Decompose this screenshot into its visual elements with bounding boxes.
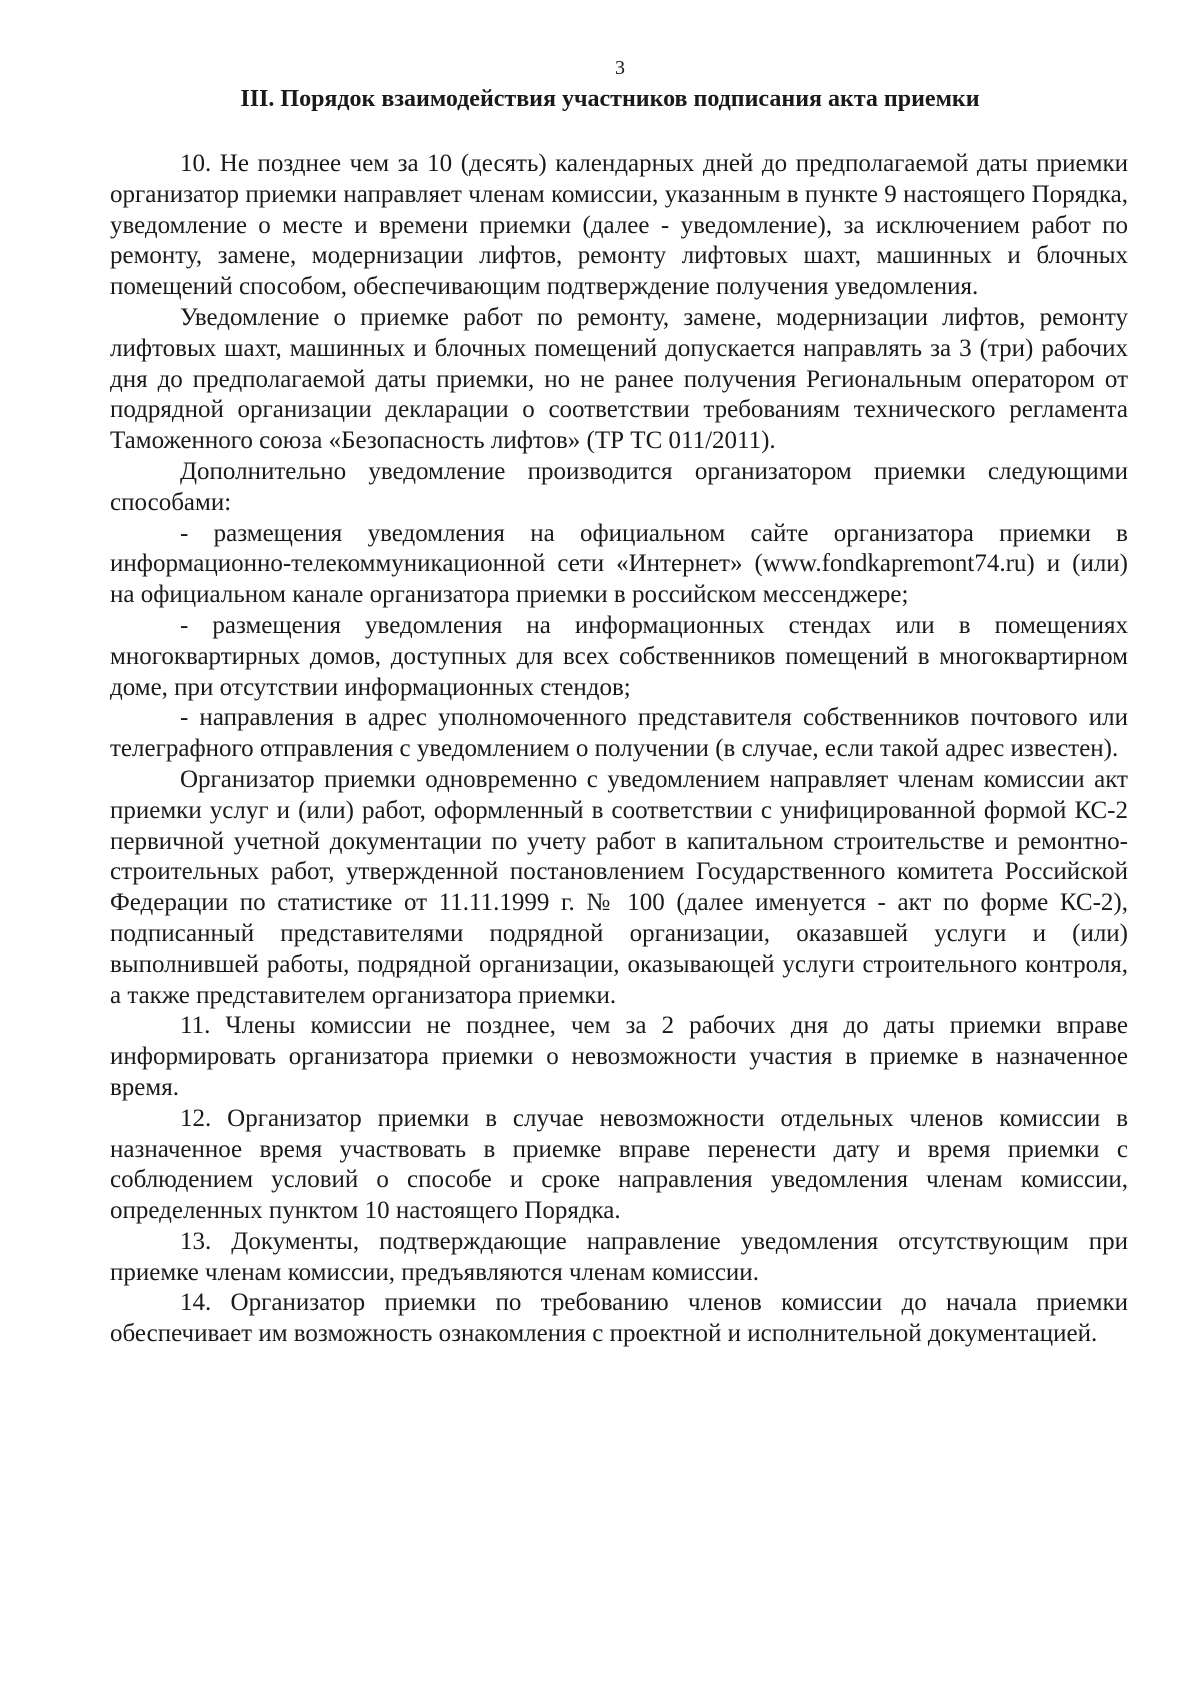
paragraph-12: 12. Организатор приемки в случае невозможности отдельных членов комиссии в назначенное время участвовать в приемке вправе перенести дату и время приемки с соблюдением условий о способе и сроке направления уведомления членам комиссии, определенных пунктом 10 настоящего Порядка. (110, 1104, 1128, 1225)
page-number: 3 (615, 57, 625, 79)
paragraph-ks2-act: Организатор приемки одновременно с уведомлением направляет членам комиссии акт приемки услуг и (или) работ, оформленный в соответствии с унифицированной формой КС-2 первичной учетной документации по учету работ в капитальном строительстве и ремонтно-строительных работ, утвержденной постановлением Государственного комитета Российской Федерации по статистике от 11.11.1999 г. № 100 (далее именуется - акт по форме КС-2), подписанный представителями подрядной организации, оказавшей услуги и (или) выполнившей работы, подрядной организации, оказывающей услуги строительного контроля, а также представителем организатора приемки. (110, 765, 1128, 1009)
paragraph-11: 11. Члены комиссии не позднее, чем за 2 рабочих дня до даты приемки вправе информировать организатора приемки о невозможности участия в приемке в назначенное время. (110, 1012, 1128, 1101)
paragraph-additional-methods: Дополнительно уведомление производится организатором приемки следующими способами: (110, 457, 1128, 516)
paragraph-14: 14. Организатор приемки по требованию членов комиссии до начала приемки обеспечивает им возможность ознакомления с проектной и исполнительной документацией. (110, 1289, 1128, 1348)
section-title: III. Порядок взаимодействия участников подписания акта приемки (240, 86, 980, 112)
paragraph-10: 10. Не позднее чем за 10 (десять) календарных дней до предполагаемой даты приемки организатор приемки направляет членам комиссии, указанным в пункте 9 настоящего Порядка, уведомление о месте и времени приемки (далее - уведомление), за исключением работ по ремонту, замене, модернизации лифтов, ремонту лифтовых шахт, машинных и блочных помещений способом, обеспечивающим подтверждение получения уведомления. (110, 150, 1128, 301)
paragraph-13: 13. Документы, подтверждающие направление уведомления отсутствующим при приемке членам комиссии, предъявляются членам комиссии. (110, 1227, 1128, 1286)
document-body (110, 149, 1128, 1350)
list-item-mail: - направления в адрес уполномоченного представителя собственников почтового или телеграфного отправления с уведомлением о получении (в случае, если такой адрес известен). (110, 704, 1128, 763)
paragraph-notice-elevators: Уведомление о приемке работ по ремонту, замене, модернизации лифтов, ремонту лифтовых шахт, машинных и блочных помещений допускается направлять за 3 (три) рабочих дня до предполагаемой даты приемки, но не ранее получения Региональным оператором от подрядной организации декларации о соответствии требованиям технического регламента Таможенного союза «Безопасность лифтов» (ТР ТС 011/2011). (110, 303, 1128, 455)
list-item-website: - размещения уведомления на официальном сайте организатора приемки в информационно-телекоммуникационной сети «Интернет» (www.fondkapremont74.ru) и (или) на официальном канале организатора приемки в российском мессенджере; (110, 519, 1128, 609)
list-item-stands: - размещения уведомления на информационных стендах или в помещениях многоквартирных домов, доступных для всех собственников помещений в многоквартирном доме, при отсутствии информационных стендов; (110, 611, 1128, 701)
